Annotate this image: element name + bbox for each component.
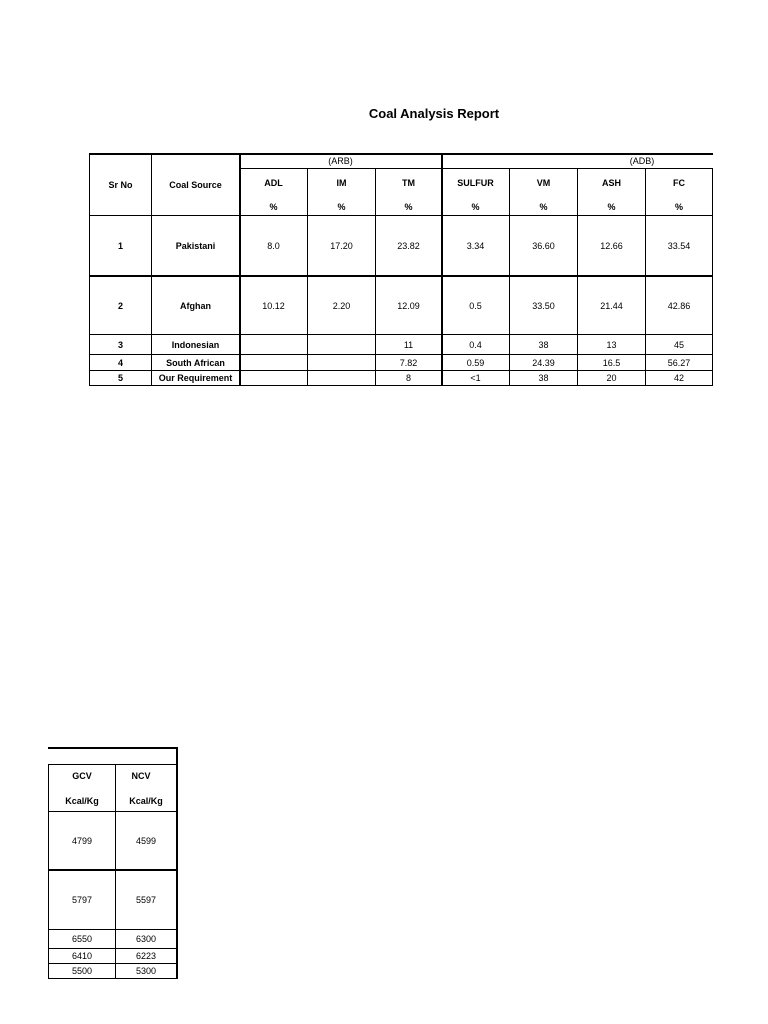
row-gcv: 5797 [71, 895, 93, 905]
row-sulfur: 0.5 [469, 300, 482, 311]
header-ncv: NCV [131, 771, 151, 781]
unit-tm: % [404, 202, 413, 212]
row-adl: 10.12 [262, 300, 285, 311]
row-sulfur: 0.59 [466, 357, 485, 368]
row-vm: 33.50 [532, 300, 555, 311]
row-adl: 8.0 [267, 240, 280, 251]
row-sr-no: 2 [117, 300, 123, 311]
unit-vm: % [539, 202, 548, 212]
row-ash: 13 [606, 339, 617, 350]
group-header-adb: (ADB) [629, 156, 655, 166]
row-sulfur: 3.34 [466, 240, 485, 251]
unit-ncv: Kcal/Kg [129, 796, 163, 806]
row-gcv: 5500 [71, 966, 93, 976]
row-ash: 20 [606, 373, 617, 383]
row-ash: 16.5 [602, 357, 621, 368]
header-adl: ADL [264, 178, 283, 188]
row-coal-source: South African [166, 357, 225, 368]
unit-adl: % [269, 202, 278, 212]
row-fc: 45 [673, 339, 684, 350]
row-tm: 8 [405, 373, 411, 383]
row-sr-no: 1 [117, 240, 123, 251]
row-adl [240, 335, 307, 354]
row-tm: 7.82 [399, 357, 418, 368]
row-adl [240, 371, 307, 385]
unit-sulfur: % [471, 202, 480, 212]
group-header-arb: (ARB) [328, 156, 353, 166]
header-fc: FC [673, 178, 685, 188]
report-title: Coal Analysis Report [368, 106, 500, 121]
row-ncv: 5597 [135, 895, 157, 905]
unit-fc: % [674, 202, 683, 212]
row-sulfur: 0.4 [469, 339, 482, 350]
row-vm: 24.39 [532, 357, 555, 368]
row-gcv: 6550 [71, 934, 93, 944]
header-ash: ASH [601, 178, 621, 188]
unit-gcv: Kcal/Kg [65, 796, 99, 806]
row-adl [240, 355, 307, 370]
row-vm: 38 [538, 339, 549, 350]
row-fc: 42 [673, 373, 684, 383]
header-sulfur: SULFUR [457, 178, 494, 188]
row-vm: 36.60 [532, 240, 555, 251]
row-ncv: 6300 [135, 934, 157, 944]
row-sr-no: 5 [117, 373, 123, 383]
header-sr-no: Sr No [108, 179, 133, 190]
row-ncv: 6223 [135, 951, 157, 961]
row-im: 17.20 [330, 240, 353, 251]
row-coal-source: Pakistani [175, 240, 216, 251]
row-vm: 38 [538, 373, 549, 383]
row-ash: 21.44 [600, 300, 623, 311]
row-coal-source: Afghan [180, 300, 211, 311]
row-fc: 42.86 [667, 300, 691, 311]
row-gcv: 4799 [71, 835, 93, 846]
row-sulfur: <1 [470, 373, 481, 383]
unit-im: % [337, 202, 346, 212]
row-gcv: 6410 [71, 951, 93, 961]
unit-ash: % [607, 202, 616, 212]
header-gcv: GCV [72, 771, 92, 781]
row-coal-source: Indonesian [171, 339, 220, 350]
row-tm: 11 [403, 339, 414, 350]
row-tm: 12.09 [397, 300, 420, 311]
row-ncv: 5300 [135, 966, 157, 976]
row-im [308, 355, 375, 370]
row-sr-no: 4 [117, 357, 123, 368]
header-coal-source: Coal Source [169, 179, 222, 190]
row-fc: 56.27 [667, 357, 691, 368]
row-fc: 33.54 [667, 240, 691, 251]
row-ash: 12.66 [600, 240, 623, 251]
header-vm: VM [536, 178, 551, 188]
row-im [308, 371, 375, 385]
row-ncv: 4599 [135, 835, 157, 846]
row-tm: 23.82 [397, 240, 420, 251]
row-sr-no: 3 [117, 339, 123, 350]
row-im [308, 335, 375, 354]
row-coal-source: Our Requirement [158, 373, 233, 383]
row-im: 2.20 [332, 300, 351, 311]
header-im: IM [336, 178, 347, 188]
header-tm: TM [402, 178, 415, 188]
